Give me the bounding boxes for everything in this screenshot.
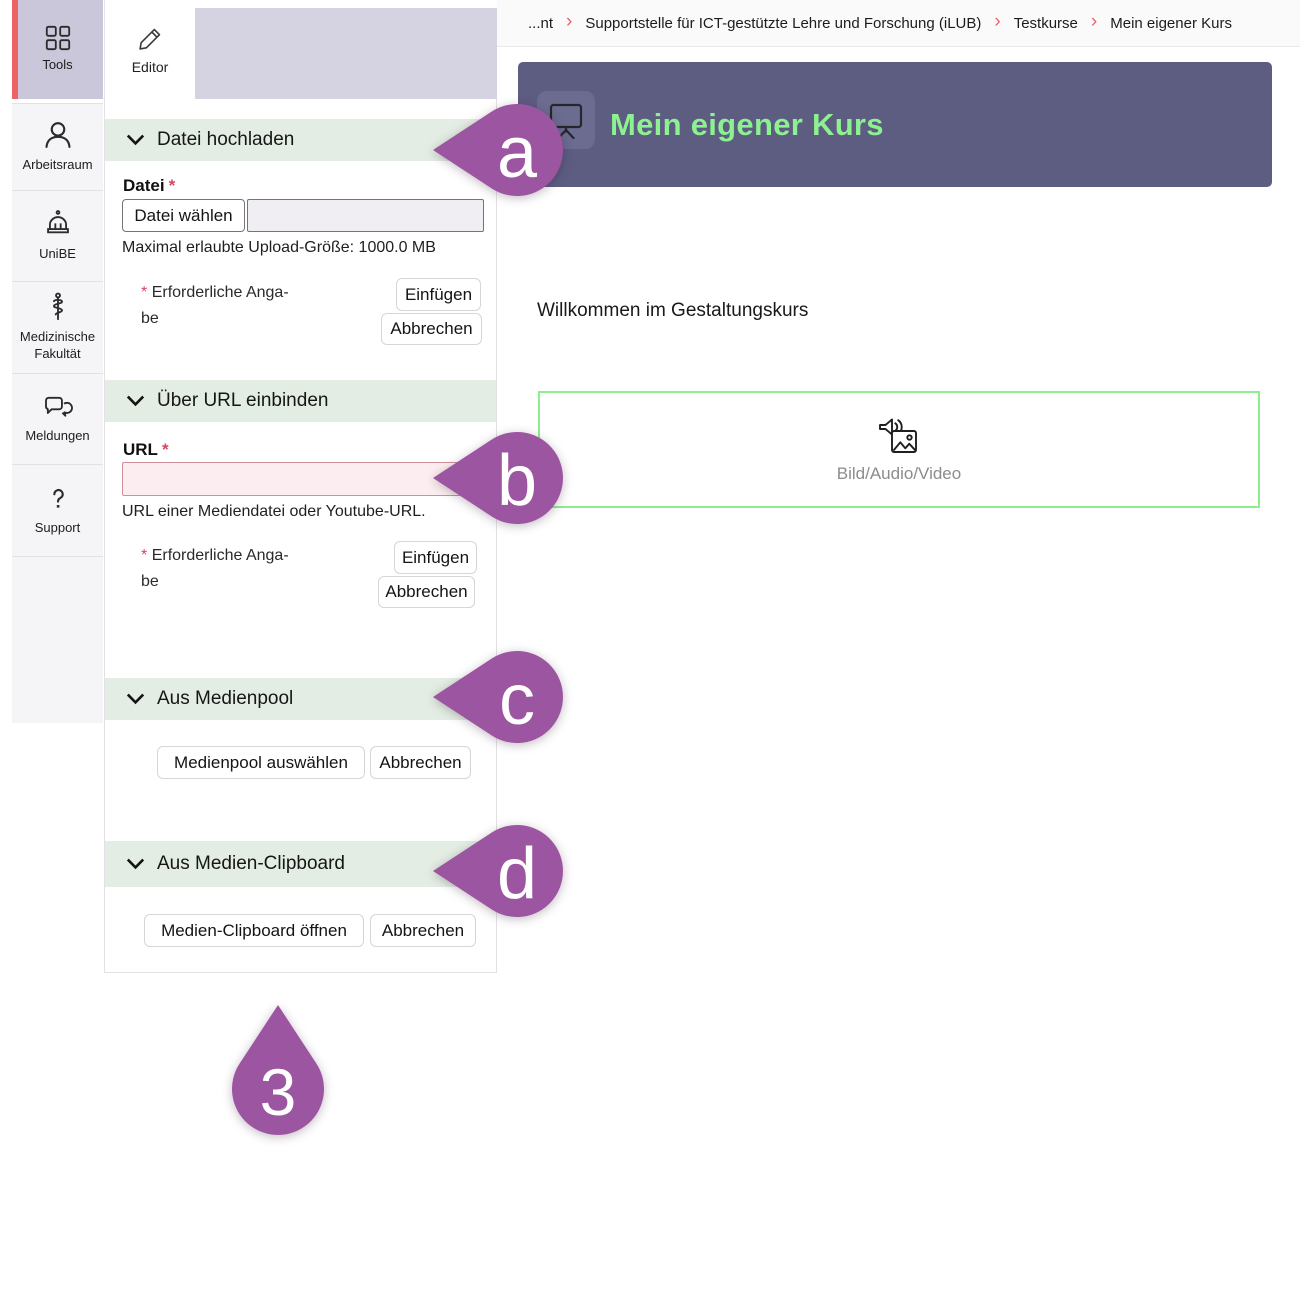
sidebar-item-label: Tools — [42, 57, 73, 73]
einfuegen-button[interactable]: Einfügen — [394, 541, 477, 574]
section-title: Datei hochladen — [157, 129, 295, 150]
course-header — [518, 62, 1272, 187]
datei-waehlen-button[interactable]: Datei wählen — [122, 199, 245, 232]
chat-icon — [43, 393, 73, 421]
section-title: Aus Medien-Clipboard — [157, 853, 345, 874]
sidebar-item-support[interactable] — [12, 464, 103, 556]
annotation-marker-b — [433, 432, 563, 524]
breadcrumb-item[interactable]: ...nt — [528, 14, 554, 32]
breadcrumb-separator: › — [994, 11, 1001, 32]
url-input[interactable] — [122, 462, 484, 496]
abbrechen-button[interactable]: Abbrechen — [370, 914, 476, 947]
asclepius-icon — [44, 292, 72, 322]
annotation-marker-a — [433, 104, 563, 196]
upload-size-hint: Maximal erlaubte Upload-Größe: 1000.0 MB — [122, 239, 436, 256]
section-title: Über URL einbinden — [157, 390, 329, 411]
course-title: Mein eigener Kurs — [610, 106, 884, 142]
annotation-marker-3 — [232, 1005, 324, 1135]
chevron-down-icon — [126, 134, 145, 146]
sidebar-item-tools[interactable] — [12, 0, 103, 99]
chevron-down-icon — [126, 693, 145, 705]
person-icon — [43, 120, 73, 150]
sidebar-item-unibe[interactable] — [12, 190, 103, 281]
required-note: * Erforderliche Anga- be — [141, 284, 289, 327]
sidebar-item-label: UniBE — [39, 246, 76, 262]
sidebar-item-arbeitsraum[interactable] — [12, 103, 103, 190]
accordion-header-url-einbinden[interactable] — [105, 380, 496, 422]
svg-text:c: c — [499, 660, 535, 740]
required-asterisk: * — [168, 176, 176, 195]
einfuegen-button[interactable]: Einfügen — [396, 278, 481, 311]
breadcrumb-item[interactable]: Mein eigener Kurs — [1110, 14, 1232, 32]
active-tool-indicator — [12, 0, 18, 99]
svg-text:b: b — [496, 441, 538, 521]
sidebar-filler — [12, 556, 103, 723]
abbrechen-button[interactable]: Abbrechen — [378, 576, 475, 608]
svg-text:a: a — [496, 113, 538, 193]
url-help-text: URL einer Mediendatei oder Youtube-URL. — [122, 503, 426, 520]
breadcrumb-separator: › — [1090, 11, 1098, 32]
grid-icon — [45, 25, 71, 51]
breadcrumb-item[interactable]: Testkurse — [1013, 14, 1078, 32]
tab-bar-background — [195, 8, 497, 99]
datei-field-label: Datei * — [123, 176, 176, 195]
question-icon — [45, 485, 71, 513]
required-asterisk: * — [161, 440, 169, 459]
sidebar-item-label: Meldungen — [25, 428, 90, 444]
annotation-marker-c — [433, 651, 563, 743]
tab-editor-label: Editor — [131, 58, 169, 75]
sidebar-item-label: Arbeitsraum — [22, 157, 93, 173]
media-placeholder[interactable] — [538, 391, 1260, 508]
annotation-marker-d — [433, 825, 563, 917]
section-title: Aus Medienpool — [157, 688, 294, 709]
main-sidebar — [12, 0, 103, 723]
media-placeholder-label: Bild/Audio/Video — [836, 464, 962, 483]
breadcrumb-item[interactable]: Supportstelle für ICT-gestützte Lehre und Forschung (iLUB) — [585, 14, 982, 32]
abbrechen-button[interactable]: Abbrechen — [370, 746, 471, 779]
medienpool-auswaehlen-button[interactable]: Medienpool auswählen — [157, 746, 365, 779]
breadcrumb-separator: › — [566, 11, 573, 32]
medien-clipboard-oeffnen-button[interactable]: Medien-Clipboard öffnen — [144, 914, 364, 947]
url-field-label: URL * — [123, 440, 169, 459]
file-input[interactable] — [247, 199, 484, 232]
required-asterisk: * — [141, 547, 148, 564]
required-note: * Erforderliche Anga- be — [141, 547, 289, 590]
abbrechen-button[interactable]: Abbrechen — [381, 313, 482, 345]
sidebar-item-label: Support — [34, 519, 81, 535]
tab-editor[interactable] — [104, 0, 195, 99]
sidebar-item-medizinische-fakultaet[interactable] — [12, 281, 103, 373]
sidebar-item-label: Medizinische Fakultät — [19, 329, 96, 361]
breadcrumb — [497, 0, 1300, 47]
required-asterisk: * — [141, 284, 148, 301]
welcome-text: Willkommen im Gestaltungskurs — [537, 300, 809, 321]
svg-text:3: 3 — [259, 1055, 297, 1129]
chevron-down-icon — [126, 858, 145, 870]
svg-text:d: d — [496, 834, 538, 914]
pencil-icon — [136, 25, 164, 53]
audio-image-icon — [876, 415, 922, 459]
chevron-down-icon — [126, 395, 145, 407]
sidebar-item-meldungen[interactable] — [12, 373, 103, 464]
university-icon — [43, 209, 73, 239]
